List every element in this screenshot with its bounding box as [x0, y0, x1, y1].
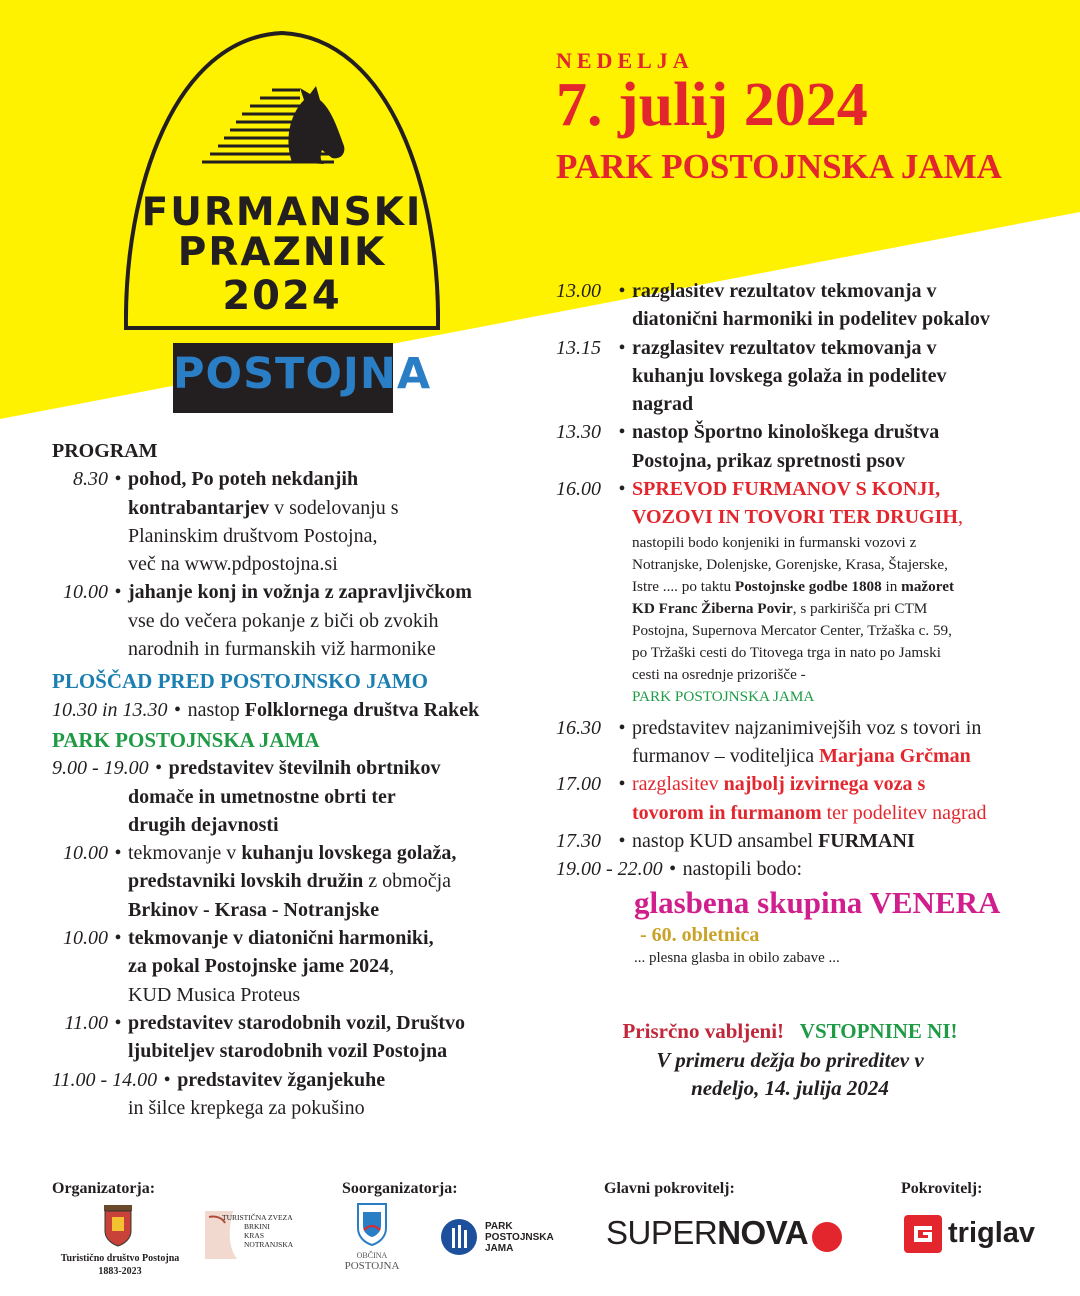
event-text: razglasitev — [632, 773, 724, 796]
supernova-text-b: NOVA — [717, 1214, 809, 1251]
event-text: predstavitev starodobnih vozil, Društvo — [128, 1011, 466, 1034]
td-postojna-crest-icon — [102, 1201, 134, 1247]
event-time: 10.00 — [63, 842, 108, 865]
ppj-line-2: POSTOJNSKA — [485, 1232, 554, 1243]
event-time: 9.00 - 19.00 — [52, 757, 149, 780]
obcina-caption — [338, 1250, 406, 1272]
tz-line-4: NOTRANJSKA — [244, 1240, 294, 1249]
postojna-logo-text: POSTOJNA — [173, 349, 432, 399]
event-text: razglasitev rezultatov tekmovanja v — [632, 336, 937, 359]
ppj-line-3: JAMA — [485, 1243, 514, 1254]
event-text: za pokal Postojnske jame 2024 — [128, 955, 390, 978]
event-description — [632, 334, 1056, 419]
event-text: drugih dejavnosti — [128, 813, 279, 836]
event-text: Notranjske, Dolenjske, Gorenjske, Krasa, Štajerske, — [632, 555, 948, 573]
event-text: VOZOVI IN TOVORI TER DRUGIH — [632, 506, 958, 529]
event-text: Marjana Grčman — [819, 744, 971, 767]
event-description — [128, 783, 552, 840]
main-sponsor-label: Glavni pokrovitelj: — [604, 1180, 735, 1197]
program-event — [52, 578, 552, 663]
event-text: tekmovanje v — [128, 842, 242, 865]
td-postojna-name: Turistično društvo Postojna — [60, 1253, 180, 1264]
event-text: tekmovanje v diatonični harmoniki, — [128, 927, 434, 950]
event-text: nastopili bodo: — [682, 858, 803, 881]
bullet-icon: • — [174, 698, 182, 721]
event-description — [632, 770, 1056, 827]
bullet-icon: • — [114, 927, 122, 950]
event-text: Istre .... po taktu — [632, 577, 735, 595]
event-time: 10.00 — [63, 927, 108, 950]
event-time: 19.00 - 22.00 — [556, 858, 663, 881]
triglav-logo-icon — [904, 1215, 942, 1253]
event-text: ter podelitev nagrad — [821, 801, 987, 824]
event-text: pohod, Po poteh nekdanjih — [128, 468, 359, 491]
section-title-park: PARK POSTOJNSKA JAMA — [52, 727, 320, 752]
program-event — [556, 714, 1056, 771]
event-text: po Tržaški cesti do Titovega trga in nato po Jamski — [632, 643, 941, 661]
free-entry-text: VSTOPNINE NI! — [799, 1019, 958, 1043]
event-text: Folklornega društva Rakek — [244, 698, 480, 721]
event-text: v sodelovanju s — [269, 496, 399, 519]
event-description — [632, 277, 1056, 334]
bullet-icon: • — [669, 858, 677, 881]
tz-line-2: BRKINI — [244, 1222, 270, 1231]
program-event — [556, 277, 1056, 334]
event-text: vse do večera pokanje z biči ob zvokih — [128, 609, 439, 632]
event-text: nastopili bodo konjeniki in furmanski vozovi z — [632, 533, 917, 551]
bullet-icon: • — [618, 773, 626, 796]
event-time: 10.00 — [63, 581, 108, 604]
event-description — [128, 578, 552, 663]
event-text: , — [957, 506, 963, 529]
ppj-line-1: PARK — [485, 1221, 513, 1232]
event-text: kontrabantarjev — [128, 496, 270, 519]
event-text: Postojna, Supernova Mercator Center, Tržaška c. 59, — [632, 621, 952, 639]
tz-brkini-caption — [222, 1213, 293, 1249]
td-postojna-years: 1883-2023 — [98, 1266, 142, 1277]
event-continuation — [52, 1094, 552, 1122]
event-text: nastop KUD ansambel — [632, 829, 819, 852]
event-day: NEDELJA — [556, 48, 694, 73]
bullet-icon: • — [114, 468, 122, 491]
event-text: kuhanju lovskega golaža, — [241, 842, 457, 865]
headliner-note: ... plesna glasba in obilo zabave ... — [634, 950, 840, 967]
rain-notice-2: nedeljo, 14. julija 2024 — [691, 1076, 889, 1100]
bullet-icon: • — [114, 581, 122, 604]
event-text: narodnih in furmanskih viž harmonike — [128, 638, 436, 661]
logo-line-2: PRAZNIK — [177, 230, 387, 275]
obcina-postojna-crest-icon — [355, 1200, 389, 1246]
event-text: in šilce krepkega za pokušino — [128, 1096, 365, 1119]
program-title: PROGRAM — [52, 440, 158, 462]
closing-notice — [560, 1017, 1020, 1103]
bullet-icon: • — [618, 421, 626, 444]
bullet-icon: • — [618, 280, 626, 302]
event-text: več na www.pdpostojna.si — [128, 553, 338, 576]
procession-details — [632, 532, 1056, 708]
program-event — [556, 770, 1056, 827]
supernova-logo — [606, 1216, 808, 1249]
event-text: KUD Musica Proteus — [128, 983, 301, 1006]
event-text: FURMANI — [818, 829, 915, 852]
event-time: 17.30 — [556, 829, 601, 852]
tz-line-1: TURISTIČNA ZVEZA — [222, 1213, 293, 1222]
event-time: 13.30 — [556, 421, 601, 444]
park-postojnska-jama-text — [485, 1221, 554, 1254]
event-text: PARK POSTOJNSKA JAMA — [632, 687, 815, 705]
postojna-logo — [173, 343, 432, 413]
event-text: Postojnske godbe 1808 — [734, 577, 882, 595]
section-title-ploscad: PLOŠČAD PRED POSTOJNSKO JAMO — [52, 669, 428, 694]
program-left-column — [52, 437, 552, 1122]
event-text: KD Franc Žiberna Povir — [632, 599, 793, 617]
patron-label: Pokrovitelj: — [901, 1180, 983, 1197]
event-text: SPREVOD FURMANOV S KONJI, — [632, 478, 941, 501]
event-description — [632, 418, 1056, 475]
event-text: razglasitev rezultatov tekmovanja v — [632, 280, 937, 302]
event-text: diatonični harmoniki in podelitev pokalov — [632, 308, 990, 331]
event-time: 8.30 — [73, 468, 108, 491]
logo-line-3: 2024 — [222, 273, 342, 319]
event-text: predstavitev najzanimivejših voz s tovori in — [632, 716, 982, 739]
program-event — [556, 855, 1056, 883]
event-date: 7. julij 2024 — [556, 71, 868, 139]
event-text: predstavitev številnih obrtnikov — [168, 757, 441, 780]
event-text: nastop — [187, 698, 245, 721]
bullet-icon: • — [618, 478, 626, 501]
bullet-icon: • — [114, 842, 122, 865]
event-time: 11.00 — [64, 1011, 108, 1034]
event-time: 17.00 — [556, 773, 601, 796]
supernova-text-a: SUPER — [606, 1214, 718, 1251]
event-time: 16.00 — [556, 478, 601, 501]
rain-notice-1: V primeru dežja bo prireditev v — [656, 1047, 924, 1072]
logo-line-1: FURMANSKI — [141, 190, 423, 235]
bullet-icon: • — [618, 336, 626, 359]
bullet-icon: • — [163, 1068, 171, 1091]
park-postojnska-jama-logo-icon — [440, 1218, 478, 1256]
event-text: cesti na osrednje prizorišče - — [632, 665, 806, 683]
event-time: 10.30 in 13.30 — [52, 698, 168, 721]
program-event — [52, 1066, 552, 1094]
triglav-text: triglav — [948, 1217, 1036, 1249]
event-place: PARK POSTOJNSKA JAMA — [556, 147, 1002, 186]
organizers-label: Organizatorja: — [52, 1180, 156, 1197]
tz-line-3: KRAS — [244, 1231, 265, 1240]
event-time: 16.30 — [556, 716, 601, 739]
headliner-venera: glasbena skupina VENERA — [634, 885, 1001, 921]
event-text: in — [881, 577, 902, 595]
bullet-icon: • — [618, 829, 626, 852]
program-event — [556, 827, 1056, 855]
event-text: mažoret — [901, 577, 955, 595]
event-description — [188, 696, 552, 724]
bullet-icon: • — [114, 1011, 122, 1034]
event-text: Planinskim društvom Postojna, — [128, 524, 378, 547]
event-time: 13.00 — [556, 280, 601, 302]
event-time: 11.00 - 14.00 — [52, 1068, 158, 1091]
event-time: 13.15 — [556, 336, 601, 359]
event-description — [632, 827, 1056, 855]
event-text: Postojna, prikaz spretnosti psov — [632, 449, 905, 472]
event-description — [128, 839, 552, 924]
event-text: Brkinov - Krasa - Notranjske — [128, 898, 380, 921]
event-description — [632, 714, 1056, 771]
bullet-icon: • — [155, 757, 163, 780]
program-event — [52, 839, 552, 924]
event-description — [128, 465, 552, 578]
event-description — [683, 855, 1056, 883]
event-description — [169, 754, 552, 782]
event-text: z območja — [363, 870, 452, 893]
event-text: kuhanju lovskega golaža in podelitev — [632, 364, 947, 387]
event-text: jahanje konj in vožnja z zapravljivčkom — [128, 581, 472, 604]
event-text: domače in umetnostne obrti ter — [128, 785, 396, 808]
welcome-text: Prisrčno vabljeni! — [622, 1019, 785, 1043]
program-right-column — [556, 277, 1056, 969]
obcina-line-1: OBČINA — [356, 1251, 388, 1260]
event-text: predstavniki lovskih družin — [128, 870, 364, 893]
program-event — [52, 1009, 552, 1066]
event-description — [128, 1009, 552, 1066]
event-continuation — [52, 783, 552, 840]
program-event — [52, 696, 552, 724]
supernova-dot-icon — [811, 1221, 843, 1253]
event-text: predstavitev žganjekuhe — [177, 1068, 386, 1091]
event-text: nagrad — [632, 393, 694, 416]
program-event — [52, 754, 552, 782]
program-event — [556, 418, 1056, 475]
event-text: ljubiteljev starodobnih vozil Postojna — [128, 1040, 448, 1063]
event-description — [632, 475, 1056, 708]
event-text: , — [389, 955, 395, 978]
coorganizers-label: Soorganizatorja: — [342, 1180, 458, 1197]
event-text: najbolj izvirnega voza s — [723, 773, 926, 796]
program-event — [52, 465, 552, 578]
program-event — [556, 334, 1056, 419]
obcina-line-2: POSTOJNA — [344, 1260, 400, 1272]
event-text: furmanov – voditeljica — [632, 744, 820, 767]
event-description — [128, 924, 552, 1009]
headliner-anniversary: - 60. obletnica — [640, 924, 760, 947]
event-description — [177, 1066, 552, 1094]
event-text: tovorom in furmanom — [632, 801, 822, 824]
bullet-icon: • — [618, 716, 626, 739]
td-postojna-caption — [52, 1252, 188, 1278]
program-event — [556, 475, 1056, 708]
event-text: , s parkirišča pri CTM — [792, 599, 928, 617]
event-text: nastop Športno kinološkega društva — [632, 421, 940, 444]
program-event — [52, 924, 552, 1009]
